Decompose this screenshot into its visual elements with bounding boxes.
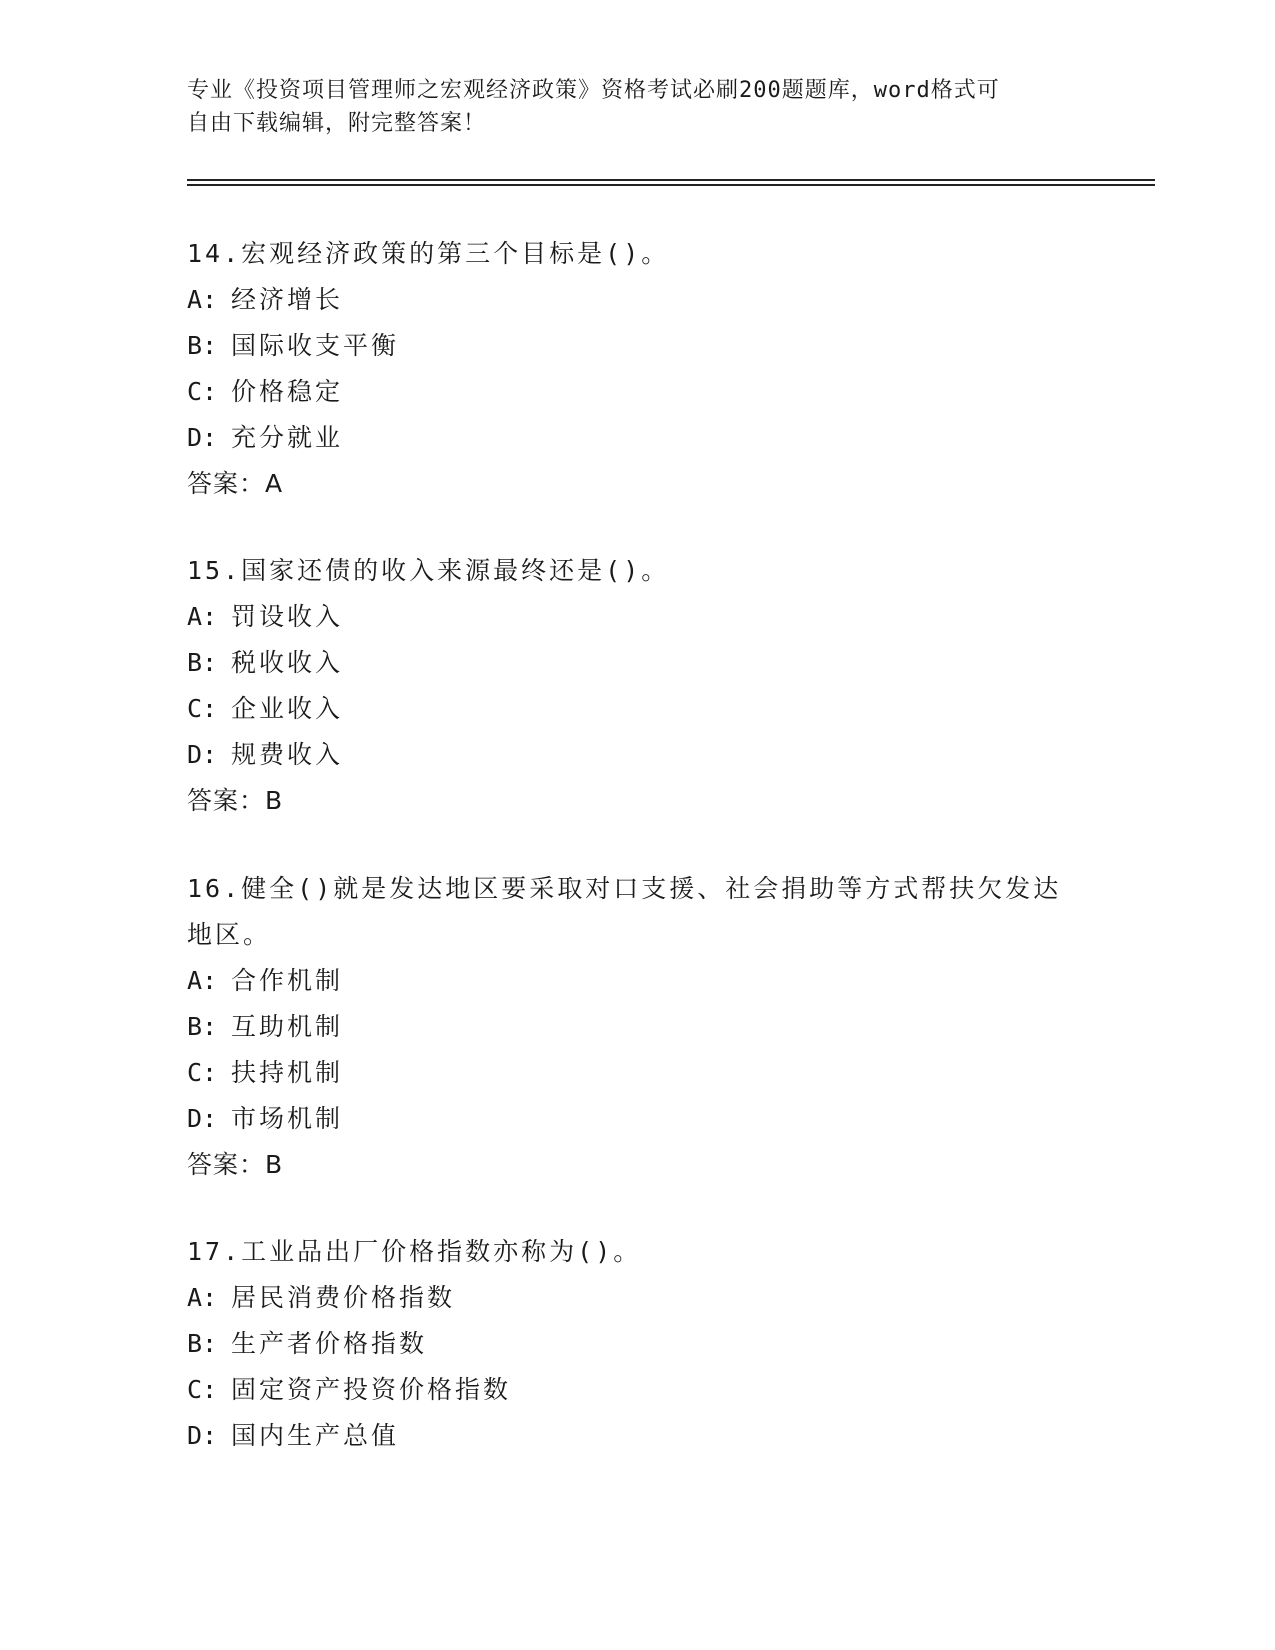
option-text: 市场机制 bbox=[231, 1104, 344, 1133]
option-text: 税收收入 bbox=[231, 648, 344, 677]
option-a bbox=[187, 958, 1087, 1004]
option-c bbox=[187, 686, 1087, 732]
option-letter: C: bbox=[187, 694, 218, 723]
option-d bbox=[187, 1413, 1087, 1459]
option-text: 互助机制 bbox=[231, 1012, 344, 1041]
option-letter: C: bbox=[187, 1375, 218, 1404]
option-letter: A: bbox=[187, 1283, 218, 1312]
option-c bbox=[187, 1367, 1087, 1413]
option-letter: A: bbox=[187, 285, 218, 314]
question-title-line-1: 16.健全()就是发达地区要采取对口支援、社会捐助等方式帮扶欠发达 bbox=[187, 874, 1062, 903]
option-text: 充分就业 bbox=[231, 423, 344, 452]
option-a bbox=[187, 277, 1087, 323]
option-text: 生产者价格指数 bbox=[231, 1329, 428, 1358]
option-letter: C: bbox=[187, 377, 218, 406]
option-letter: B: bbox=[187, 1012, 218, 1041]
option-letter: C: bbox=[187, 1058, 218, 1087]
header-line-2: 自由下载编辑，附完整答案！ bbox=[187, 111, 487, 136]
option-letter: B: bbox=[187, 331, 218, 360]
option-c bbox=[187, 369, 1087, 415]
option-d bbox=[187, 732, 1087, 778]
option-d bbox=[187, 415, 1087, 461]
option-a bbox=[187, 1275, 1087, 1321]
option-b bbox=[187, 1321, 1087, 1367]
question-14 bbox=[187, 231, 1087, 507]
option-b bbox=[187, 1004, 1087, 1050]
question-16 bbox=[187, 866, 1087, 1188]
option-letter: A: bbox=[187, 966, 218, 995]
header-divider-top bbox=[187, 179, 1155, 181]
option-b bbox=[187, 640, 1087, 686]
option-c bbox=[187, 1050, 1087, 1096]
answer-line: 答案：B bbox=[187, 786, 284, 815]
option-text: 扶持机制 bbox=[231, 1058, 344, 1087]
option-letter: D: bbox=[187, 1104, 218, 1133]
answer-line: 答案：B bbox=[187, 1150, 284, 1179]
option-text: 规费收入 bbox=[231, 740, 344, 769]
option-text: 罚设收入 bbox=[231, 602, 344, 631]
option-b bbox=[187, 323, 1087, 369]
option-letter: A: bbox=[187, 602, 218, 631]
option-a bbox=[187, 594, 1087, 640]
option-text: 经济增长 bbox=[231, 285, 344, 314]
header-line-1: 专业《投资项目管理师之宏观经济政策》资格考试必刷200题题库，word格式可 bbox=[187, 78, 1000, 103]
option-text: 固定资产投资价格指数 bbox=[231, 1375, 512, 1404]
question-title: 15.国家还债的收入来源最终还是()。 bbox=[187, 556, 670, 585]
option-text: 企业收入 bbox=[231, 694, 344, 723]
option-d bbox=[187, 1096, 1087, 1142]
document-header bbox=[187, 74, 1077, 140]
option-text: 价格稳定 bbox=[231, 377, 344, 406]
option-letter: D: bbox=[187, 423, 218, 452]
question-15 bbox=[187, 548, 1087, 824]
option-text: 居民消费价格指数 bbox=[231, 1283, 456, 1312]
header-divider-bottom bbox=[187, 184, 1155, 186]
option-text: 国内生产总值 bbox=[231, 1421, 400, 1450]
option-letter: D: bbox=[187, 740, 218, 769]
option-text: 合作机制 bbox=[231, 966, 344, 995]
option-text: 国际收支平衡 bbox=[231, 331, 400, 360]
question-title-line-2: 地区。 bbox=[187, 920, 272, 949]
option-letter: D: bbox=[187, 1421, 218, 1450]
question-17 bbox=[187, 1229, 1087, 1459]
question-title: 17.工业品出厂价格指数亦称为()。 bbox=[187, 1237, 642, 1266]
answer-line: 答案：A bbox=[187, 469, 284, 498]
question-title: 14.宏观经济政策的第三个目标是()。 bbox=[187, 239, 670, 268]
option-letter: B: bbox=[187, 1329, 218, 1358]
option-letter: B: bbox=[187, 648, 218, 677]
